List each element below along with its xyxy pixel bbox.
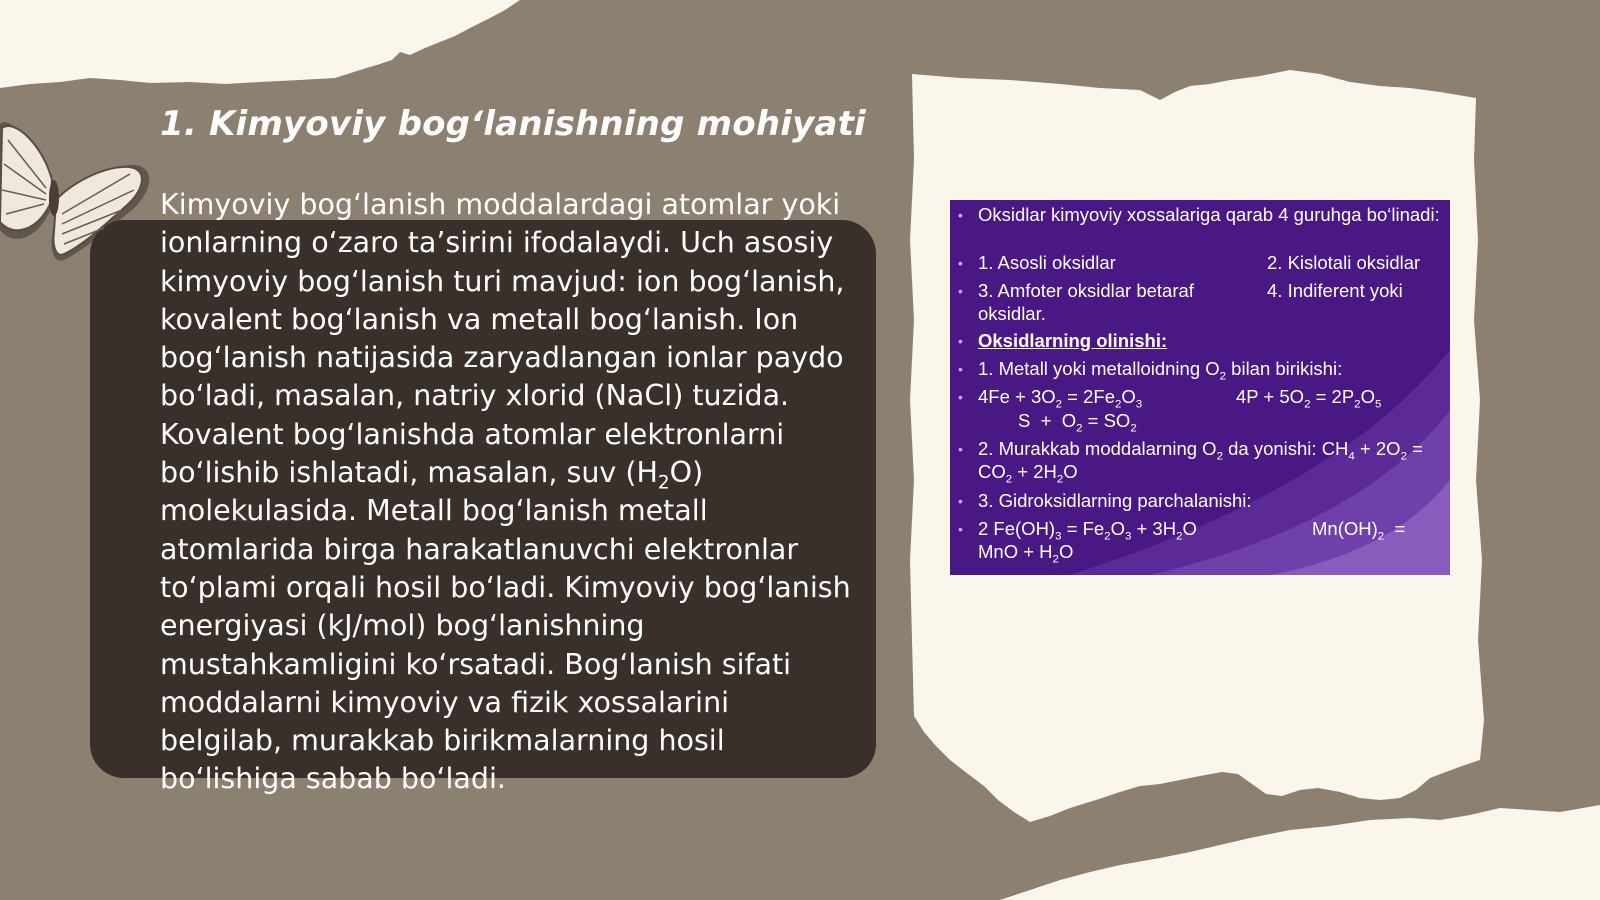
method-2-text-a: 2. Murakkab moddalarning O: [978, 438, 1217, 459]
bullet-icon: •: [958, 255, 963, 271]
slide-row-method-3: [958, 490, 1440, 513]
body-paragraph: [160, 186, 860, 799]
paragraph-part-1: Kimyoviy bog‘lanish moddalardagi atomlar yoki ionlarning o‘zaro ta’sirini ifodalaydi. Uch asosiy kimyoviy bog‘lanish turi mavjud: ion bog‘lanish, kovalent bog‘lanish va metall bog‘lanish. Ion bog‘lanish natijasida zaryadlangan ionlar paydo bo‘ladi, masalan, natriy xlorid (NaCl) tuzida. Kovalent bog‘lanishda atomlar elektronlarni bo‘lishib ishlatadi, masalan, suv (H: [160, 188, 845, 490]
group-4-cell: [1267, 280, 1437, 303]
slide-row-method-1: [958, 358, 1440, 383]
butterfly-icon: [0, 110, 170, 280]
group-4-label: 4. Indiferent yoki: [1267, 280, 1403, 301]
subscript-2: 2: [657, 472, 670, 494]
oxides-slide-image: [950, 200, 1450, 575]
group-2-label: 2. Kislotali oksidlar: [1267, 252, 1421, 273]
subscript-2: 2: [1219, 370, 1227, 383]
equation-fe-oxide: $4Fe + 3O_2 = 2Fe_2O_3$: [978, 386, 1143, 411]
equation-mn-hydroxide-a: $Mn(OH)_2$ =: [1312, 518, 1406, 543]
equation-mn-hydroxide-b: MnO + $H_2O$: [978, 540, 1074, 566]
slide-row-groups-a: [958, 252, 1440, 275]
subscript-4: 4: [1348, 450, 1355, 463]
bullet-icon: •: [958, 389, 963, 405]
slide-row-equations-1: [958, 386, 1440, 411]
slide-row-equations-2: [958, 518, 1440, 566]
paragraph-part-2: O) molekulasida. Metall bog‘lanish metall atomlarida birga harakatlanuvchi elektronlar to‘plami orqali hosil bo‘ladi. Kimyoviy bog‘lanish energiyasi (kJ/mol) bog‘lanishning mustahkamligini ko‘rsatadi. Bog‘lanish sifati moddalarni kimyoviy va fizik xossalarini belgilab, murakkab birikmalarning hosil bo‘lishiga sabab bo‘ladi.: [160, 456, 851, 796]
slide-row-method-2: • 2. Murakkab moddalarning $O_2$ da yonishi: $CH_4 + 2O_2 = CO_2 + 2H_2O$: [958, 438, 1423, 486]
bullet-icon: •: [958, 361, 963, 377]
method-3-text: 3. Gidroksidlarning parchalanishi:: [978, 490, 1252, 511]
group-1-label: 1. Asosli oksidlar: [978, 252, 1116, 273]
equation-s-oxide: $S + O_2 = SO_2$: [1018, 410, 1137, 435]
bullet-icon: •: [958, 441, 963, 457]
bullet-icon: •: [958, 333, 963, 349]
method-1-text-b: bilan birikishi:: [1226, 358, 1343, 379]
section-title: Oksidlarning olinishi:: [978, 330, 1168, 351]
group-3-label: 3. Amfoter oksidlar betaraf oksidlar.: [978, 280, 1194, 324]
bullet-icon: •: [958, 521, 963, 537]
method-1-text-a: 1. Metall yoki metalloidning O: [978, 358, 1220, 379]
slide-row-section-title: [958, 330, 1440, 353]
slide-row-intro: [958, 204, 1440, 227]
equation-fe-hydroxide: 2 $Fe(OH)_3 = Fe_2O_3 + 3H_2O$: [978, 518, 1197, 543]
bullet-icon: •: [958, 283, 963, 299]
bullet-icon: •: [958, 493, 963, 509]
method-2-text-b: da yonishi: CH: [1222, 438, 1349, 459]
equation-p-oxide: $4P + 5O_2 = 2P_2O_5$: [1236, 386, 1382, 411]
page-title: 1. Kimyoviy bog‘lanishning mohiyati: [160, 104, 866, 144]
slide-row-groups-b: [958, 280, 1238, 325]
slide-intro-text: Oksidlar kimyoviy xossalariga qarab 4 guruhga bo‘linadi:: [978, 204, 1440, 225]
bullet-icon: •: [958, 207, 963, 223]
subscript-2: 2: [1216, 450, 1223, 463]
